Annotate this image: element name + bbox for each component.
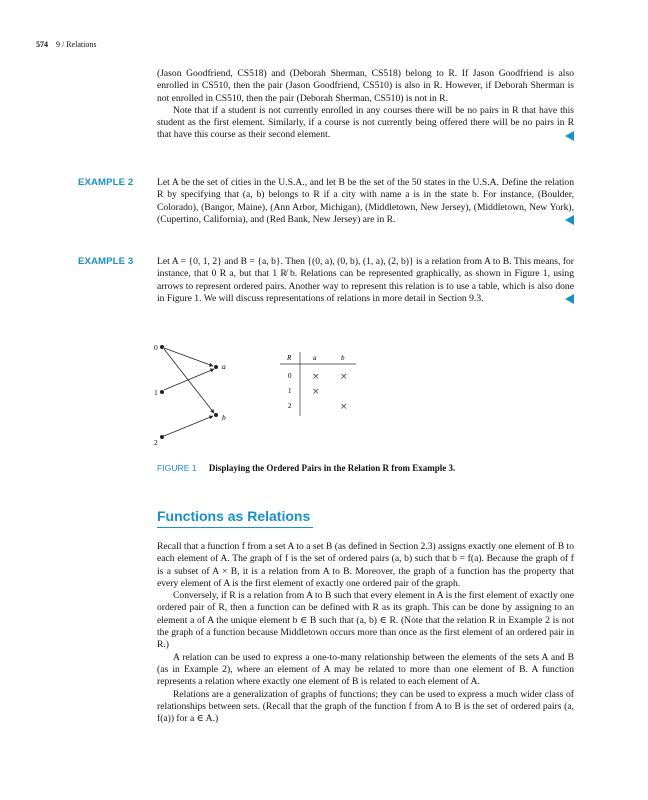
paragraph-continuation: (Jason Goodfriend, CS518) and (Deborah Sherman, CS518) belong to R. If Jason Goodfriend is also enrolled in CS510, then the pair (Jason Goodfriend, CS510) is also in R. However, if Deborah Sherman is not enrolled in CS510, then the pair (Deborah Sherman, CS510) is not in R. <box>157 68 574 104</box>
table-cell-1-a: × <box>312 387 320 397</box>
arrow-1-a <box>164 369 214 390</box>
running-head <box>36 40 96 49</box>
table-cell-0-b: × <box>340 372 348 382</box>
section-heading-rule <box>157 527 313 528</box>
paragraph-note-wrap <box>157 105 574 142</box>
section-paragraph-3: A relation can be used to express a one-to-many relationship between the elements of the sets A and B (as in Example 2), where an element of A may be related to more than one element of B. A function represents a relation where exactly one element of B is related to each element of A. <box>157 651 574 688</box>
node-b <box>214 413 218 417</box>
example-2-wrap <box>157 177 574 226</box>
table-col-a: a <box>313 354 317 362</box>
example-2-text: Let A be the set of cities in the U.S.A., and let B be the set of the 50 states in the U.S.A. Define the relation R by specifying that (a, b) belongs to R if a city with name a is in the state b. For instance, (Boulder, Colorado), (Bangor, Maine), (Ann Arbor, Michigan), (Middletown, New Jersey), (Middletown, New York), (Cupertino, California), and (Red Bank, New Jersey) are in R. <box>157 177 574 225</box>
table-row-0-label: 0 <box>288 372 292 380</box>
node-a <box>214 365 218 369</box>
example-3-text: Let A = {0, 1, 2} and B = {a, b}. Then {(0, a), (0, b), (1, a), (2, b)} is a relation from A to B. This means, for instance, that 0 R a, but that 1 R̸ b. Relations can be represented graphically, as shown in Figure 1, using arrows to represent ordered pairs. Another way to represent this relation is to use a table, which is also done in Figure 1. We will discuss representations of relations in more detail in Section 9.3. <box>157 256 574 304</box>
section-paragraph-4: Relations are a generalization of graphs of functions; they can be used to express a much wider class of relationships between sets. (Recall that the graph of the function f from A to B is the set of ordered pairs (a, f(a)) for a ∈ A.) <box>157 688 574 725</box>
end-of-example-marker <box>565 131 574 141</box>
table-cell-0-a: × <box>312 372 320 382</box>
node-2 <box>160 435 164 439</box>
arrow-0-b <box>164 349 214 413</box>
table-row-1-label: 1 <box>288 387 292 395</box>
figure-caption-text: Displaying the Ordered Pairs in the Relation R from Example 3. <box>208 463 456 473</box>
table-corner: R <box>287 354 292 362</box>
label-node-0: 0 <box>154 343 158 352</box>
example-2-body <box>157 177 574 226</box>
node-0 <box>160 345 164 349</box>
table-col-b: b <box>341 354 345 362</box>
label-node-1: 1 <box>154 388 158 397</box>
paragraph-note: Note that if a student is not currently enrolled in any courses there will be no pairs in R that have this student as the first element. Similarly, if a course is not currently being offered there will be no pairs in R that have this course as their second element. <box>157 104 574 141</box>
figure-caption <box>157 463 455 473</box>
opening-text <box>157 68 574 142</box>
label-node-b: b <box>222 413 226 422</box>
relation-table <box>280 350 360 420</box>
end-of-example-marker <box>565 294 574 304</box>
table-row-2-label: 2 <box>288 402 292 410</box>
chapter-title: 9 / Relations <box>56 40 97 49</box>
arrow-0-a <box>164 348 213 366</box>
node-1 <box>160 390 164 394</box>
section-heading: Functions as Relations <box>157 508 311 524</box>
example-3-wrap <box>157 256 574 305</box>
section-paragraph-2: Conversely, if R is a relation from A to B such that every element in A is the first element of exactly one ordered pair of R, then a function can be defined with R as its graph. This can be done by assigning to an element a of A the unique element b ∈ B such that (a, b) ∈ R. (Note that the relation R in Example 2 is not the graph of a function because Middletown occurs more than once as the first element of an ordered pair in R.) <box>157 590 574 651</box>
label-node-a: a <box>222 362 226 371</box>
relation-arrow-diagram <box>140 330 260 455</box>
example-2-label: EXAMPLE 2 <box>78 177 134 188</box>
label-node-2: 2 <box>154 438 158 447</box>
section-paragraph-1: Recall that a function f from a set A to a set B (as defined in Section 2.3) assigns exactly one element of B to each element of A. The graph of f is the set of ordered pairs (a, b) such that b = f(a). Because the graph of f is a subset of A × B, it is a relation from A to B. Moreover, the graph of a function has the property that every element of A is the first element of exactly one ordered pair of the graph. <box>157 541 574 589</box>
arrow-2-b <box>164 416 213 436</box>
table-cell-2-b: × <box>340 402 348 412</box>
page-number: 574 <box>36 40 48 49</box>
end-of-example-marker <box>565 215 574 225</box>
example-3-label: EXAMPLE 3 <box>78 256 134 267</box>
figure-label: FIGURE 1 <box>157 463 197 473</box>
example-3-body <box>157 256 574 305</box>
section-body <box>157 541 574 725</box>
